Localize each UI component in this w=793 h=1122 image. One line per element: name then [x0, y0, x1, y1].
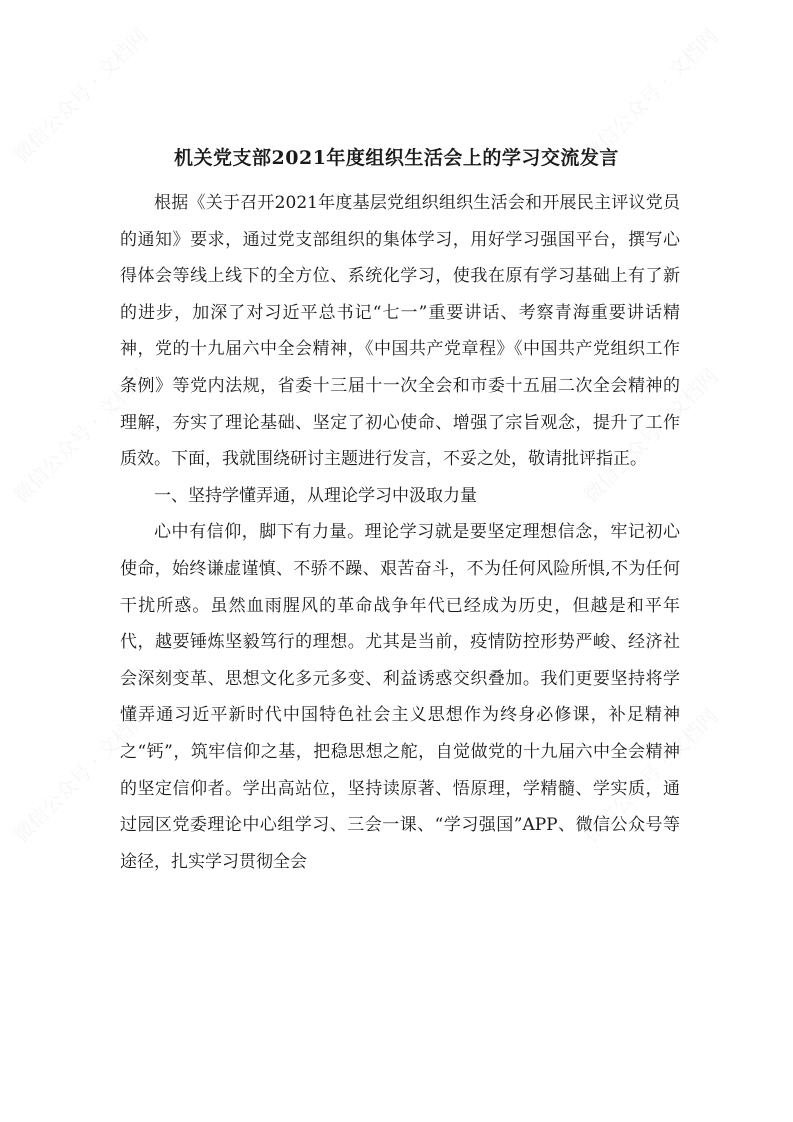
- watermark-text: 微信公众号 · 文档网: [578, 703, 723, 848]
- watermark-text: 微信公众号 · 文档网: [578, 363, 723, 508]
- watermark-text: 微信公众号 · 文档网: [8, 363, 153, 508]
- watermark-text: 微信公众号 · 文档网: [8, 703, 153, 848]
- watermark-text: 微信公众号 · 文档网: [578, 23, 723, 168]
- intro-paragraph: 根据《关于召开2021年度基层党组织组织生活会和开展民主评议党员的通知》要求，通过党支部组织的集体学习，用好学习强国平台，撰写心得体会等线上线下的全方位、系统化学习，使我在原有学习基础上有了新的进步，加深了对习近平总书记“七一”重要讲话、考察青海重要讲话精神，党的十九届六中全会精神，《中国共产党章程》《中国共产党组织工作条例》等党内法规，省委十三届十一次全会和市委十五届二次全会精神的理解，夯实了理论基础、坚定了初心使命、增强了宗旨观念，提升了工作质效。下面，我就围绕研讨主题进行发言，不妥之处，敬请批评指正。: [120, 193, 680, 470]
- watermark-text: 微信公众号 · 文档网: [8, 23, 153, 168]
- section-paragraph: 心中有信仰，脚下有力量。理论学习就是要坚定理想信念，牢记初心使命，始终谦虚谨慎、不骄不躁、艰苦奋斗，不为任何风险所惧,不为任何干扰所惑。虽然血雨腥风的革命战争年代已经成为历史，但越是和平年代，越要锤炼坚毅笃行的理想。尤其是当前，疫情防控形势严峻、经济社会深刻变革、思想文化多元多变、利益诱惑交织叠加。我们更要坚持将学懂弄通习近平新时代中国特色社会主义思想作为终身必修课，补足精神之“钙”，筑牢信仰之基，把稳思想之舵，自觉做党的十九届六中全会精神的坚定信仰者。学出高站位，坚持读原著、悟原理，学精髓、学实质，通过园区党委理论中心组学习、三会一课、“学习强国”APP、微信公众号等途径，扎实学习贯彻全会: [120, 522, 680, 872]
- document-title: 机关党支部2021年度组织生活会上的学习交流发言: [174, 146, 619, 169]
- document-body: [120, 185, 680, 880]
- section-heading: 一、坚持学懂弄通，从理论学习中汲取力量: [154, 485, 477, 506]
